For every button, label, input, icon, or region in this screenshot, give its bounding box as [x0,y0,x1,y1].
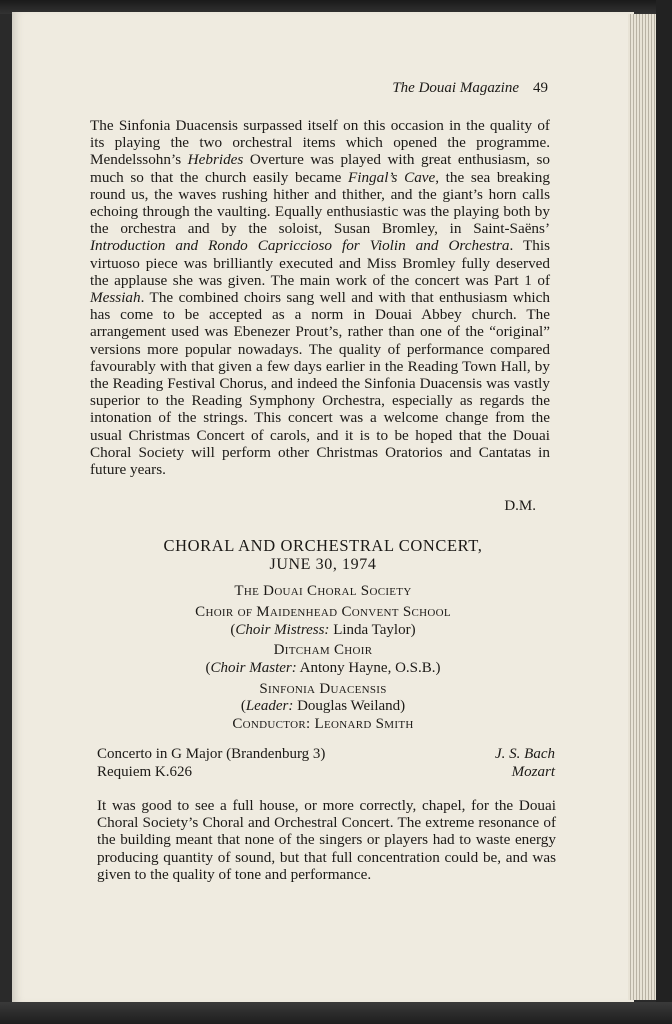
italic-title-text: Messiah [90,289,141,307]
review-text: The Sinfonia Duacensis surpassed itself on this occasion in the quality of its playing the two orchestral items which opened the programme. Mendelssohn’s [90,117,550,169]
italic-title-text: Introduction and Rondo Capriccioso for Violin and Orchestra [90,237,510,255]
choir-maidenhead: Choir of Maidenhead Convent School [195,604,451,620]
concert-review-paragraph: It was good to see a full house, or more correctly, chapel, for the Douai Choral Society’s Choral and Orchestral Concert. The extreme resonance of the building meant that none of the singers or players had to waste energy producing quantity of sound, but that full concentration could be, and was given to the quality of tone and performance. [97,797,556,883]
italic-title-text: Hebrides [187,151,244,169]
review-text: . This virtuoso piece was brilliantly executed and Miss Bromley fully deserved the applause she was given. The main work of the concert was Part 1 of [90,237,550,289]
leader-role: Leader: [245,698,294,714]
orchestra-name: Sinfonia Duacensis [259,681,387,697]
page-number: 49 [533,80,548,96]
running-header [0,80,548,97]
review-text: , the sea breaking round us, the waves rushing hither and thither, and the giant’s horn calls echoing through the vaulting. Equally enthusiastic was the playing both by the orchestra and by the soloist, Susan Bromley, in Saint-Saëns’ [90,168,550,238]
choir-mistress-role: Choir Mistress: [235,622,330,638]
book-cover-edge [656,0,672,1024]
review-text: Overture was played with great enthusiasm, so much so that the church easily became [90,151,550,186]
choir-master-role: Choir Master: [210,660,297,676]
programme-composer: J. S. Bach [495,746,555,762]
leader-line: (Leader: Douglas Weiland) [240,698,406,714]
page-edges [628,14,658,1000]
conductor-line: Conductor: Leonard Smith [232,716,414,732]
leader-name: Douglas Weiland [297,698,401,714]
italic-title-text: Fingal’s Cave [347,168,436,186]
concert-date: JUNE 30, 1974 [269,556,377,573]
review-paragraph [90,117,550,478]
binding-bottom [0,1002,672,1024]
choir-ditcham: Ditcham Choir [273,642,373,658]
choir-master-name: Antony Hayne, O.S.B. [299,660,436,676]
author-initials: D.M. [504,498,536,514]
review-text: . The combined choirs sang well and with that enthusiasm which has come to be accepted as a norm in Douai Abbey church. The arrangement used was Ebenezer Prout’s, rather than one of the “original” versions more popular nowadays. The quality of performance compared favourably with that given a few days earlier in the Reading Town Hall, by the Reading Festival Chorus, and indeed the Sinfonia Duacensis was vastly superior to the Reading Symphony Orchestra, especially as regards the intonation of the strings. This concert was a welcome change from the usual Christmas Concert of carols, and it is to be hoped that the Douai Choral Society will perform other Christmas Oratorios and Cantatas in future years. [90,289,550,479]
choir-master-line: (Choir Master: Antony Hayne, O.S.B.) [205,660,441,676]
programme-composer: Mozart [511,764,555,780]
programme-work: Requiem K.626 [97,764,192,780]
concert-title: CHORAL AND ORCHESTRAL CONCERT, [163,536,483,555]
programme-work: Concerto in G Major (Brandenburg 3) [97,746,326,762]
programme-item [97,746,555,763]
choir-mistress-name: Linda Taylor [333,622,411,638]
choral-society-name: The Douai Choral Society [234,583,412,599]
choir-mistress-line: (Choir Mistress: Linda Taylor) [230,622,416,638]
programme-item [97,764,555,781]
magazine-title: The Douai Magazine [392,80,519,96]
